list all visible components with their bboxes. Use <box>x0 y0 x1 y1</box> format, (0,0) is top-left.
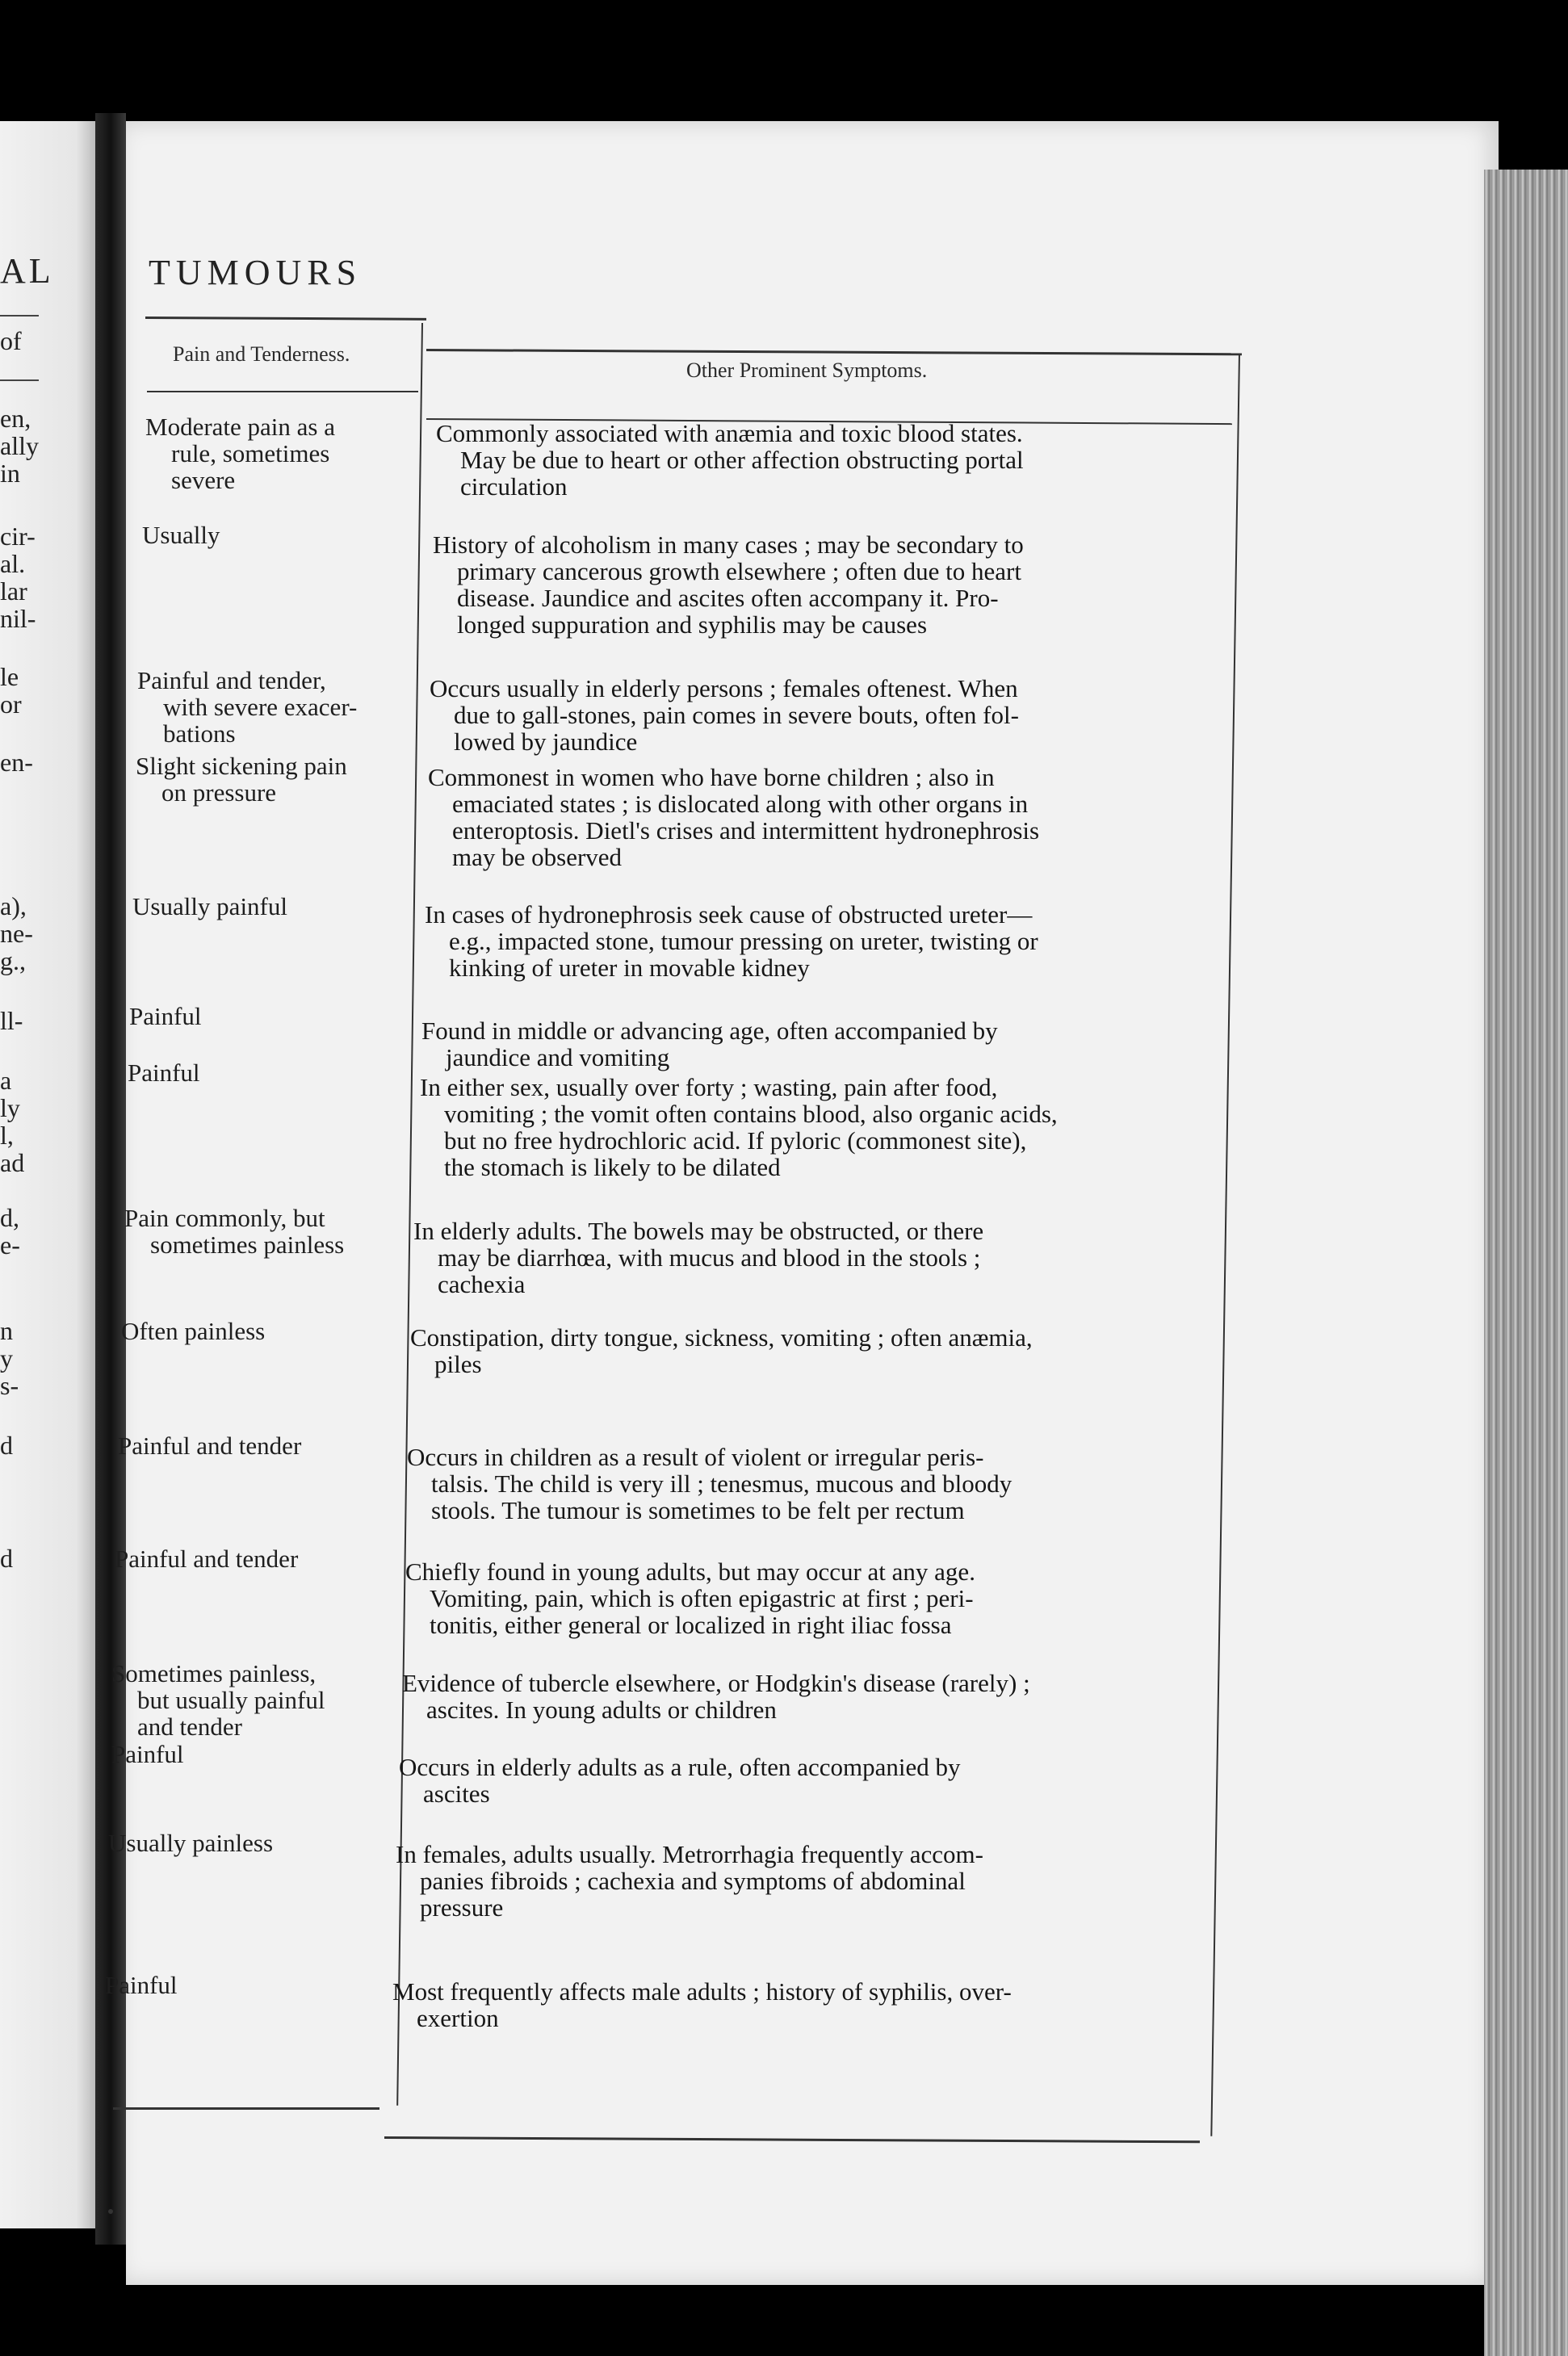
pain-text-line: Usually painful <box>132 892 287 920</box>
pain-text-line: Moderate pain as a <box>145 413 335 441</box>
symptoms-text-line: Occurs in children as a result of violent or irregular peris- <box>407 1443 984 1471</box>
pain-cell <box>129 1003 428 1029</box>
facing-page-text: g., <box>0 946 26 975</box>
symptoms-text-line: piles <box>434 1350 482 1378</box>
symptoms-text-line: In either sex, usually over forty ; wasting, pain after food, <box>420 1073 998 1101</box>
symptoms-text-line: History of alcoholism in many cases ; may be secondary to <box>433 530 1024 559</box>
symptoms-text-line: May be due to heart or other affection obstructing portal <box>460 446 1024 474</box>
symptoms-text-line: lowed by jaundice <box>454 727 638 756</box>
symptoms-cell <box>396 1841 1203 1921</box>
pain-cell <box>111 1660 410 1740</box>
pain-text-line: Sometimes painless, <box>111 1659 317 1687</box>
symptoms-cell <box>420 1074 1227 1180</box>
symptoms-text-line: jaundice and vomiting <box>446 1043 670 1071</box>
facing-page-text: ly <box>0 1093 20 1122</box>
symptoms-cell <box>402 1670 1210 1723</box>
symptoms-cell <box>407 1444 1214 1524</box>
pain-text-line: Often painless <box>121 1317 266 1345</box>
facing-page-rule <box>0 379 39 381</box>
symptoms-cell <box>392 1978 1200 2031</box>
header-rule-left <box>147 391 418 392</box>
symptoms-text-line: enteroptosis. Dietl's crises and intermittent hydronephrosis <box>452 816 1040 845</box>
facing-page-text: lar <box>0 576 27 606</box>
facing-page-text: le <box>0 662 19 691</box>
pain-cell <box>132 893 431 920</box>
symptoms-text-line: Constipation, dirty tongue, sickness, vomiting ; often anæmia, <box>410 1323 1033 1352</box>
facing-page-text: or <box>0 690 22 719</box>
pain-cell <box>145 413 444 493</box>
page-heading: TUMOURS <box>149 253 363 292</box>
pain-cell <box>137 667 436 747</box>
pain-text-line: on pressure <box>161 778 277 807</box>
symptoms-text-line: emaciated states ; is dislocated along with other organs in <box>452 790 1029 818</box>
facing-page-text: in <box>0 459 20 488</box>
pain-text-line: sometimes painless <box>150 1230 345 1259</box>
symptoms-text-line: may be observed <box>452 843 623 871</box>
symptoms-text-line: kinking of ureter in movable kidney <box>449 954 810 982</box>
pain-text-line: Painful <box>128 1059 200 1087</box>
symptoms-text-line: Occurs usually in elderly persons ; females oftenest. When <box>430 674 1018 702</box>
facing-page-text: of <box>0 326 22 355</box>
symptoms-text-line: Chiefly found in young adults, but may occur at any age. <box>405 1557 975 1586</box>
symptoms-text-line: Occurs in elderly adults as a rule, often accompanied by <box>399 1753 961 1781</box>
page-edges <box>1484 170 1568 2356</box>
symptoms-cell <box>430 675 1237 755</box>
pain-cell <box>136 752 434 806</box>
pain-text-line: with severe exacer- <box>163 693 358 721</box>
facing-page-text: al. <box>0 549 26 578</box>
symptoms-cell <box>413 1218 1221 1297</box>
pain-cell <box>108 1830 407 1856</box>
facing-page-text: l, <box>0 1121 14 1150</box>
symptoms-text-line: due to gall-stones, pain comes in severe bouts, often fol- <box>454 701 1019 729</box>
symptoms-cell <box>433 531 1240 638</box>
symptoms-text-line: Found in middle or advancing age, often accompanied by <box>421 1017 998 1045</box>
pain-text-line: Painful <box>105 1971 178 1999</box>
symptoms-cell <box>405 1558 1213 1638</box>
facing-page-fragment <box>0 121 95 2228</box>
pain-text-line: Painful <box>111 1740 184 1768</box>
facing-page-text: d <box>0 1544 13 1573</box>
symptoms-text-line: Most frequently affects male adults ; history of syphilis, over- <box>392 1977 1012 2006</box>
book-gutter <box>95 113 126 2245</box>
facing-page-text: d, <box>0 1203 19 1232</box>
facing-page-text: AL <box>0 251 54 291</box>
symptoms-cell <box>421 1017 1229 1071</box>
pain-text-line: Painful and tender <box>118 1432 302 1460</box>
symptoms-text-line: circulation <box>460 472 568 501</box>
facing-page-text: nil- <box>0 604 36 633</box>
facing-page-text: a <box>0 1066 12 1095</box>
symptoms-text-line: but no free hydrochloric acid. If pyloric (commonest site), <box>444 1126 1027 1155</box>
pain-text-line: Painful and tender, <box>137 666 326 694</box>
pain-text-line: but usually painful <box>137 1686 325 1714</box>
symptoms-text-line: pressure <box>420 1893 504 1922</box>
pain-text-line: Usually <box>142 521 220 549</box>
facing-page-text: ll- <box>0 1006 23 1035</box>
facing-page-text: d <box>0 1431 13 1460</box>
symptoms-text-line: talsis. The child is very ill ; tenesmus, mucous and bloody <box>431 1469 1012 1498</box>
pain-cell <box>121 1318 420 1344</box>
symptoms-text-line: Commonest in women who have borne children ; also in <box>428 763 995 791</box>
facing-page-text: e- <box>0 1230 20 1260</box>
facing-page-rule <box>0 315 39 317</box>
symptoms-text-line: Vomiting, pain, which is often epigastric at first ; peri- <box>430 1584 974 1612</box>
symptoms-text-line: disease. Jaundice and ascites often accompany it. Pro- <box>457 584 999 612</box>
symptoms-text-line: In females, adults usually. Metrorrhagia frequently accom- <box>396 1840 983 1868</box>
symptoms-text-line: ascites <box>423 1780 490 1808</box>
symptoms-text-line: ascites. In young adults or children <box>426 1696 777 1724</box>
symptoms-text-line: may be diarrhœa, with mucus and blood in the stools ; <box>438 1243 981 1272</box>
symptoms-cell <box>410 1324 1218 1377</box>
column-header-symptoms: Other Prominent Symptoms. <box>686 358 928 382</box>
pain-cell <box>111 1741 410 1767</box>
symptoms-cell <box>399 1754 1206 1807</box>
pain-cell <box>105 1972 404 1998</box>
facing-page-text: cir- <box>0 522 36 551</box>
facing-page-text: ad <box>0 1148 25 1177</box>
pain-cell <box>128 1059 426 1086</box>
ink-speck <box>108 2209 113 2214</box>
facing-page-text: en- <box>0 748 33 777</box>
symptoms-text-line: cachexia <box>438 1270 526 1298</box>
pain-cell <box>124 1205 423 1258</box>
facing-page-text: a), <box>0 891 27 920</box>
symptoms-cell <box>425 901 1232 981</box>
symptoms-text-line: vomiting ; the vomit often contains blood, also organic acids, <box>444 1100 1058 1128</box>
facing-page-text: ally <box>0 431 39 460</box>
pain-cell <box>118 1432 417 1459</box>
table-bottom-rule-left <box>113 2107 379 2110</box>
symptoms-text-line: e.g., impacted stone, tumour pressing on ureter, twisting or <box>449 927 1038 955</box>
symptoms-text-line: Evidence of tubercle elsewhere, or Hodgkin's disease (rarely) ; <box>402 1669 1030 1697</box>
pain-text-line: bations <box>163 719 236 748</box>
pain-text-line: rule, sometimes <box>171 439 330 467</box>
pain-text-line: Pain commonly, but <box>124 1204 325 1232</box>
symptoms-cell <box>428 764 1235 870</box>
symptoms-text-line: In cases of hydronephrosis seek cause of obstructed ureter— <box>425 900 1033 929</box>
facing-page-text: n <box>0 1316 13 1345</box>
pain-text-line: Painful <box>129 1002 202 1030</box>
facing-page-text: y <box>0 1344 13 1373</box>
facing-page-text: en, <box>0 404 31 433</box>
pain-text-line: Painful and tender <box>115 1545 299 1573</box>
symptoms-text-line: primary cancerous growth elsewhere ; often due to heart <box>457 557 1021 585</box>
symptoms-text-line: exertion <box>417 2004 499 2032</box>
symptoms-text-line: longed suppuration and syphilis may be causes <box>457 610 928 639</box>
symptoms-text-line: the stomach is likely to be dilated <box>444 1153 781 1181</box>
column-header-pain: Pain and Tenderness. <box>173 342 350 366</box>
symptoms-cell <box>436 420 1243 500</box>
symptoms-text-line: In elderly adults. The bowels may be obstructed, or there <box>413 1217 984 1245</box>
pain-text-line: Usually painless <box>108 1829 274 1857</box>
symptoms-text-line: tonitis, either general or localized in right iliac fossa <box>430 1611 952 1639</box>
facing-page-text: s- <box>0 1371 19 1400</box>
symptoms-text-line: stools. The tumour is sometimes to be felt per rectum <box>431 1496 965 1524</box>
pain-text-line: severe <box>171 466 236 494</box>
pain-cell <box>142 522 441 548</box>
pain-cell <box>115 1545 413 1572</box>
facing-page-text: ne- <box>0 919 33 948</box>
symptoms-text-line: Commonly associated with anæmia and toxic blood states. <box>436 419 1023 447</box>
pain-text-line: Slight sickening pain <box>136 752 347 780</box>
pain-text-line: and tender <box>137 1713 242 1741</box>
symptoms-text-line: panies fibroids ; cachexia and symptoms of abdominal <box>420 1867 966 1895</box>
